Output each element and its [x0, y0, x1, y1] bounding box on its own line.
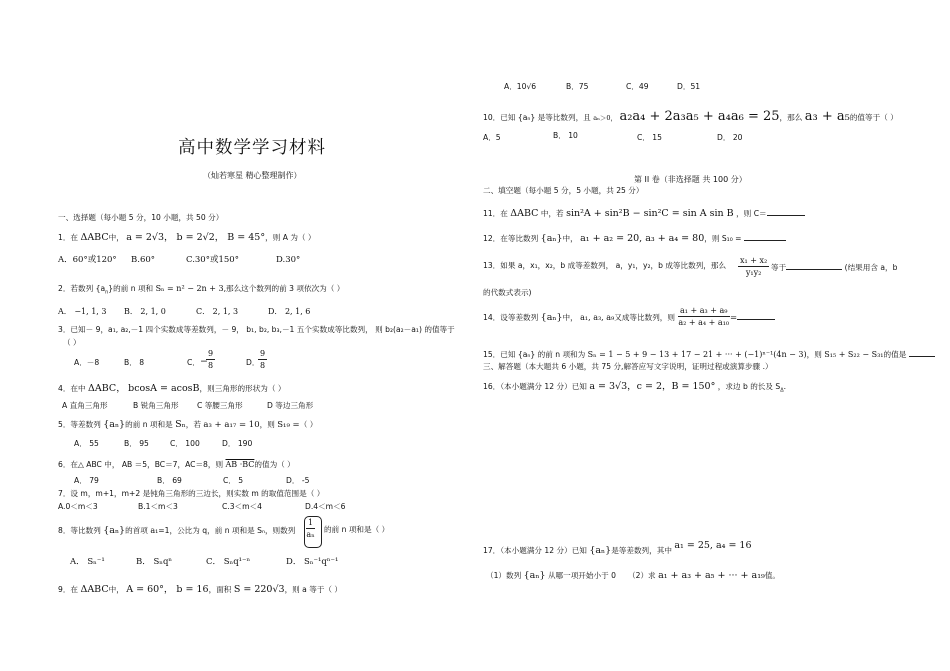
q10-option-a: A．5: [483, 133, 501, 142]
question-4: 4．在中 ΔABC， bcosA = acosB，则三角形的形状为（ ）: [58, 383, 286, 394]
q6-option-d: D． -5: [286, 476, 310, 485]
q8-tail: 的前 n 项和是（ ）: [324, 525, 390, 534]
q13-line-2: 的代数式表示): [483, 288, 532, 297]
q2-option-c: C． 2, 1, 3: [196, 307, 239, 316]
q9-option-b: B．75: [566, 82, 589, 91]
q4-option-b: B 锐角三角形: [133, 401, 179, 410]
q7-option-a: A.0＜m＜3: [58, 502, 98, 511]
q2-option-d: D． 2, 1, 6: [268, 307, 311, 316]
q15-answer-blank: [909, 349, 935, 357]
q3-option-a: A．－8: [74, 358, 100, 367]
q3-option-d-fraction: $\frac{9}{8}$: [260, 349, 266, 370]
question-3: 3．已知－ 9，a₁, a₂,－1 四个实数成等差数列，－ 9， b₁, b₂, b₃,－1 五个实数成等比数列， 则 b₂(a₂－a₁) 的值等于: [58, 325, 455, 334]
q6-option-c: C． 5: [223, 476, 244, 485]
q7-option-c: C.3＜m＜4: [222, 502, 262, 511]
section-choice-heading: 一、选择题（每小题 5 分，10 小题，共 50 分）: [58, 213, 224, 222]
q4-option-a: A 直角三角形: [62, 401, 108, 410]
q5-option-a: A． 55: [74, 439, 99, 448]
question-10: 10．已知 {aₙ} 是等比数列，且 aₙ＞0， a₂a₄ + 2a₃a₅ + a₄a₆ = 25，那么 a₃ + a₅的值等于（ ）: [483, 109, 898, 124]
question-6: 6．在△ ABC 中， AB ＝5，BC＝7，AC＝8，则 AB ·BC的值为（ ）: [58, 460, 295, 469]
q7-option-d: D.4＜m＜6: [305, 502, 346, 511]
document-subtitle: （灿若寒星 精心整理制作）: [203, 171, 302, 180]
q10-option-b: B． 10: [553, 131, 578, 140]
q12-answer-blank: [744, 233, 786, 241]
q8-option-c: C． Sₙq¹⁻ⁿ: [206, 557, 251, 567]
question-15: 15．已知 {aₙ} 的前 n 项和为 Sₙ = 1 − 5 + 9 − 13 + 17 − 21 + ··· + (−1)ⁿ⁻¹(4n − 3)，则 S₁₅ + S₂₂ − S₃₁的值是: [483, 349, 935, 360]
q3-option-b: B． 8: [124, 358, 145, 367]
q5-option-b: B． 95: [124, 439, 149, 448]
document-title: 高中数学学习材料: [178, 138, 326, 158]
q5-option-c: C． 100: [170, 439, 200, 448]
question-16: 16．（本小题满分 12 分）已知 a = 3√3，c = 2，B = 150° ，求边 b 的长及 $S_\Delta$.: [483, 381, 787, 394]
q8-fraction: $\frac{1}{\text{aₙ}}$: [306, 518, 315, 539]
q5-option-d: D． 190: [222, 439, 253, 448]
q8-option-b: B． Sₙqⁿ: [136, 557, 173, 567]
q4-option-d: D 等边三角形: [267, 401, 314, 410]
q2-option-b: B． 2, 1, 0: [124, 307, 166, 316]
q9-option-d: D．51: [677, 82, 701, 91]
q3-option-c-fraction: $\frac{9}{8}$: [208, 349, 214, 370]
question-13: 13．如果 a，x₁，x₂，b 成等差数列， a，y₁，y₂，b 成等比数列，那么: [483, 261, 727, 270]
question-5: 5．等差数列 {aₙ}的前 n 项和是 Sₙ，若 a₃ + a₁₇ = 10，则 S₁₉ =（ ）: [58, 419, 318, 430]
q10-option-c: C． 15: [637, 133, 662, 142]
q9-option-c: C．49: [626, 82, 649, 91]
q7-option-b: B.1＜m＜3: [138, 502, 178, 511]
q3-option-c: C．: [187, 358, 200, 367]
q10-option-d: D． 20: [717, 133, 743, 142]
q13-fraction: $\frac{\text{x₁ + x₂}}{\text{y₁y₂}}$: [740, 256, 768, 277]
q14-answer-blank: [737, 312, 775, 320]
q8-option-d: D． Sₙ⁻¹qⁿ⁻¹: [286, 557, 339, 567]
q2-option-a: A． −1, 1, 3: [58, 307, 107, 316]
q8-option-a: A． Sₙ⁻¹: [70, 557, 105, 567]
q1-option-c: C.30°或150°: [186, 255, 239, 265]
q3-option-c-minus: −: [200, 356, 208, 367]
question-1: 1．在 ΔABC中， a = 2√3， b = 2√2， B = 45°，则 A 为（ ）: [58, 232, 316, 243]
question-7: 7．设 m，m+1，m+2 是钝角三角形的三边长，则实数 m 的取值范围是（ ）: [58, 489, 325, 498]
q3-paren: （ ）: [63, 338, 81, 347]
question-12: 12．在等比数列 {aₙ}中， a₁ + a₂ = 20, a₃ + a₄ = 80，则 S₁₀ =: [483, 233, 786, 245]
question-9: 9．在 ΔABC中， A = 60°， b = 16，面积 S = 220√3，则 a 等于（ ）: [58, 584, 343, 595]
question-8: 8．等比数列 {aₙ}的首项 a₁=1，公比为 q，前 n 项和是 Sₙ，则数列: [58, 525, 296, 536]
q1-option-d: D.30°: [276, 255, 301, 265]
q11-answer-blank: [767, 208, 805, 216]
q6-option-b: B． 69: [157, 476, 182, 485]
q17-part-1-2: （1）数列 {aₙ} 从哪一项开始小于 0 （2）求 a₁ + a₃ + a₅ + ··· + a₁₉值。: [486, 570, 781, 581]
section-answer-heading: 三、解答题（本大题共 6 小题，共 75 分,解答应写文字说明，证明过程或演算步骤 .）: [483, 362, 773, 371]
q14-fraction: $\frac{\text{a₁ + a₃ + a₉}}{\text{a₂ + a₄ + a₁₀}}$: [678, 306, 730, 327]
q1-option-a: A．60°或120°: [58, 255, 117, 265]
question-2: 2．若数列 $\{a_n\}$的前 n 项和 Sₙ = n² − 2n + 3,那么这个数列的前 3 项依次为（ ）: [58, 284, 345, 296]
question-17: 17．（本小题满分 12 分）已知 {aₙ}是等差数列，其中 a₁ = 25, a₄ = 16: [483, 540, 752, 556]
q4-option-c: C 等腰三角形: [197, 401, 243, 410]
q3-option-d: D．: [246, 358, 260, 367]
q1-option-b: B.60°: [131, 255, 156, 265]
q13-answer-blank: [786, 262, 842, 270]
q14-equals: =: [730, 312, 775, 324]
q6-option-a: A． 79: [74, 476, 99, 485]
section-fill-heading: 二、填空题（每小题 5 分，5 小题，共 25 分）: [483, 186, 644, 195]
question-14: 14．设等差数列 {aₙ}中， a₁, a₃, a₉又成等比数列，则: [483, 312, 675, 323]
part-2-heading: 第 II 卷（非选择题 共 100 分）: [634, 175, 747, 184]
q9-option-a: A．10√6: [504, 82, 537, 91]
question-11: 11．在 ΔABC 中，若 sin²A + sin²B − sin²C = sin A sin B ，则 C＝: [483, 208, 805, 220]
q13-tail: 等于 (结果用含 a，b: [771, 263, 898, 272]
